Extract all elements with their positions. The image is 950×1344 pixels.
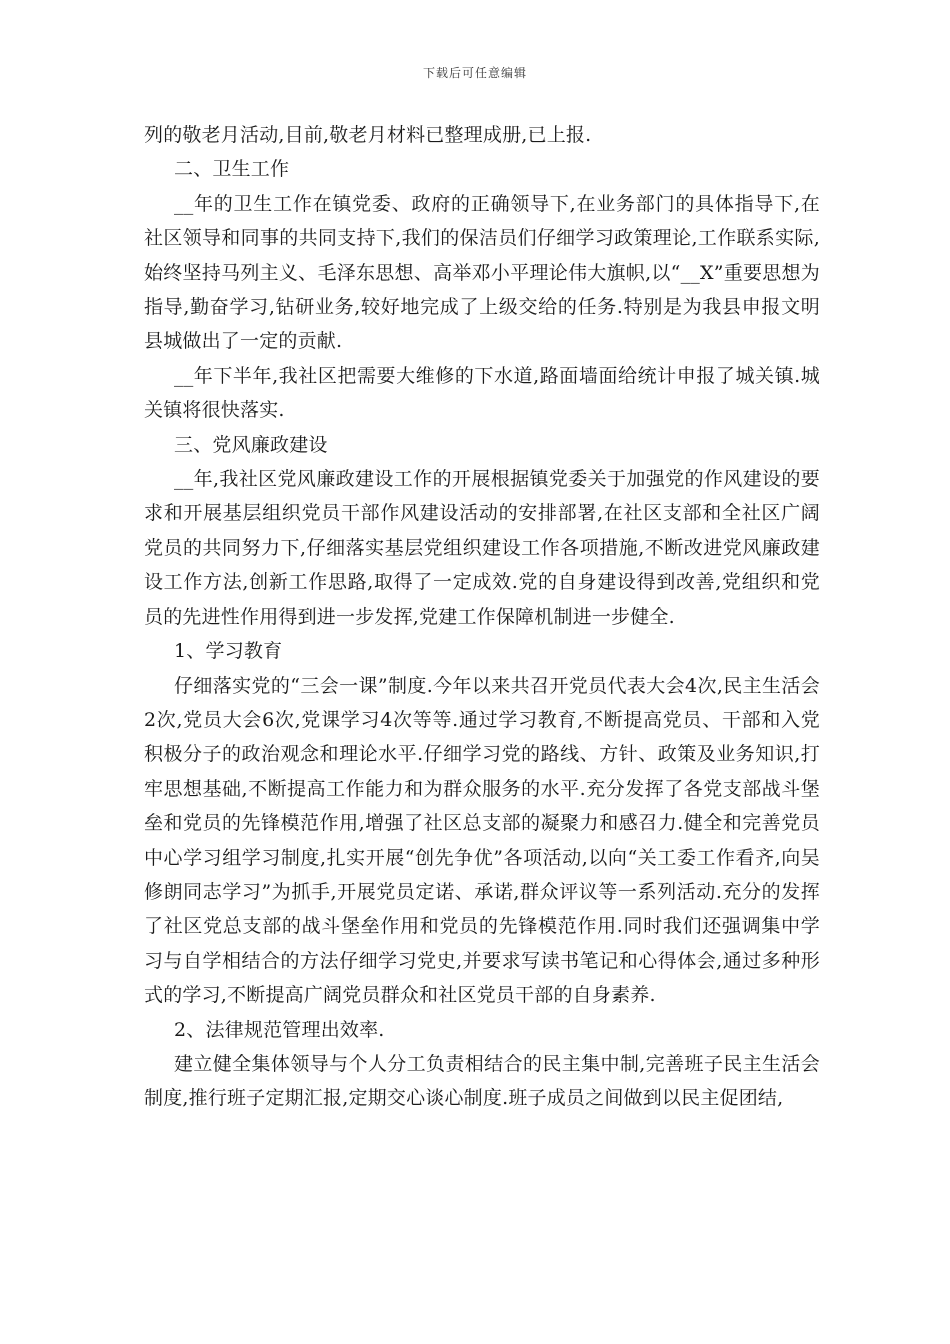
document-body: [144, 118, 820, 1116]
subheading-study-education: 1、学习教育: [174, 640, 283, 663]
section-heading-hygiene: 二、卫生工作: [174, 158, 290, 181]
paragraph-hygiene-work: __年的卫生工作在镇党委、政府的正确领导下,在业务部门的具体指导下,在社区领导和同事的共同支持下,我们的保洁员们仔细学习政策理论,工作联系实际,始终坚持马列主义、毛泽东思想、高举邓小平理论伟大旗帜,以“__X”重要思想为指导,勤奋学习,钻研业务,较好地完成了上级交给的任务.特别是为我县申报文明县城做出了一定的贡献.: [144, 192, 820, 353]
page-header: 下载后可任意编辑: [422, 66, 527, 80]
paragraph-continuation: 列的敬老月活动,目前,敬老月材料已整理成册,已上报.: [144, 124, 592, 146]
paragraph-legal-management: 建立健全集体领导与个人分工负责相结合的民主集中制,完善班子民主生活会制度,推行班子定期汇报,定期交心谈心制度.班子成员之间做到以民主促团结,: [144, 1052, 820, 1110]
paragraph-party-conduct: __年,我社区党风廉政建设工作的开展根据镇党委关于加强党的作风建设的要求和开展基层组织党员干部作风建设活动的安排部署,在社区支部和全社区广阔党员的共同努力下,仔细落实基层党组织建设工作各项措施,不断改进党风廉政建设工作方法,创新工作思路,取得了一定成效.党的自身建设得到改善,党组织和党员的先进性作用得到进一步发挥,党建工作保障机制进一步健全.: [144, 468, 820, 628]
subheading-legal-management: 2、法律规范管理出效率.: [174, 1018, 385, 1041]
section-heading-party-conduct: 三、党风廉政建设: [174, 433, 328, 456]
paragraph-study-education: 仔细落实党的“三会一课”制度.今年以来共召开党员代表大会4次,民主生活会2次,党员大会6次,党课学习4次等等.通过学习教育,不断提高党员、干部和入党积极分子的政治观念和理论水平.仔细学习党的路线、方针、政策及业务知识,打牢思想基础,不断提高工作能力和为群众服务的水平.充分发挥了各党支部战斗堡垒和党员的先锋模范作用,增强了社区总支部的凝聚力和感召力.健全和完善党员中心学习组学习制度,扎实开展“创先争优”各项活动,以向“关工委工作看齐,向吴修朗同志学习”为抓手,开展党员定诺、承诺,群众评议等一系列活动.充分的发挥了社区党总支部的战斗堡垒作用和党员的先锋模范作用.同时我们还强调集中学习与自学相结合的方法仔细学习党史,并要求写读书笔记和心得体会,通过多种形式的学习,不断提高广阔党员群众和社区党员干部的自身素养.: [144, 674, 820, 1007]
paragraph-hygiene-second-half: __年下半年,我社区把需要大维修的下水道,路面墙面给统计申报了城关镇.城关镇将很快落实.: [144, 364, 820, 422]
